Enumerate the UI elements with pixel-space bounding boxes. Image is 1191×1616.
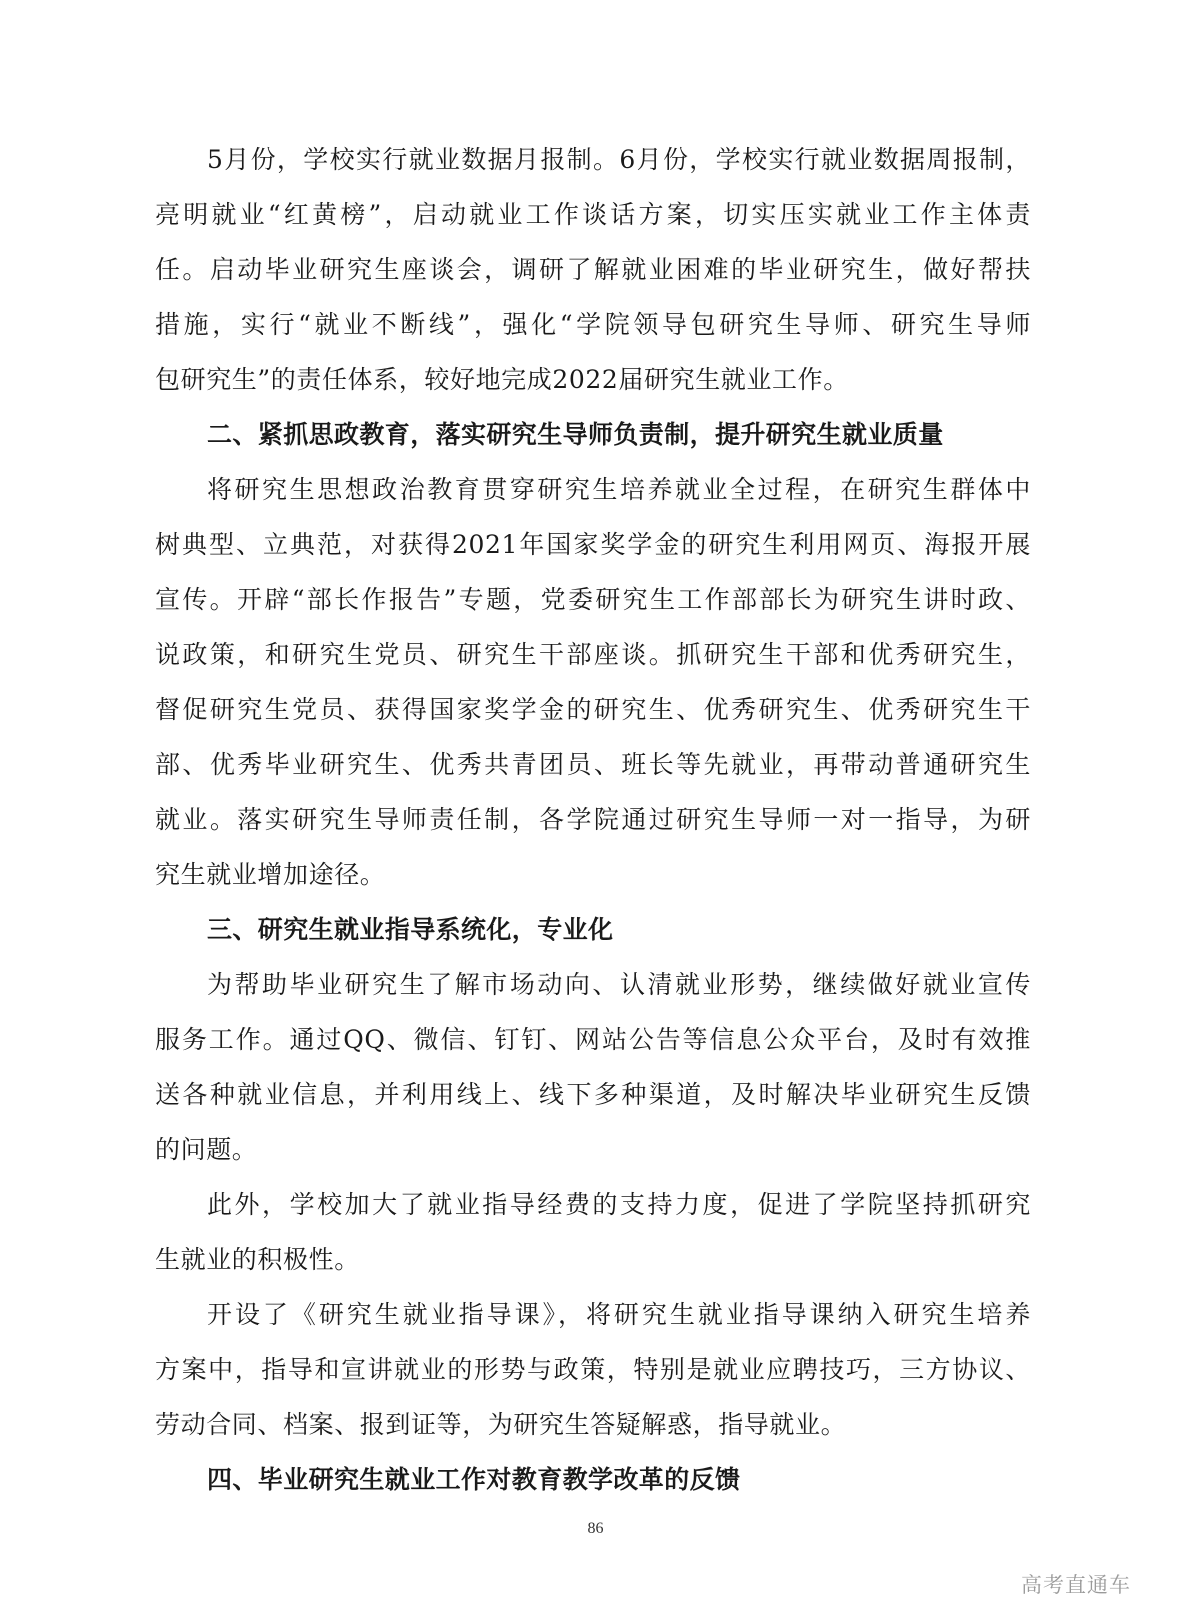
text-line: 说政策，和研究生党员、研究生干部座谈。抓研究生干部和优秀研究生， xyxy=(155,640,1031,669)
text-line: 劳动合同、档案、报到证等，为研究生答疑解惑，指导就业。 xyxy=(155,1410,847,1439)
text-line: 亮明就业“红黄榜”，启动就业工作谈话方案，切实压实就业工作主体责 xyxy=(155,200,1031,229)
text-line: 此外，学校加大了就业指导经费的支持力度，促进了学院坚持抓研究 xyxy=(207,1190,1031,1219)
text-line: 宣传。开辟“部长作报告”专题，党委研究生工作部部长为研究生讲时政、 xyxy=(155,585,1031,614)
text-line: 措施，实行“就业不断线”，强化“学院领导包研究生导师、研究生导师 xyxy=(155,310,1031,339)
text-line: 将研究生思想政治教育贯穿研究生培养就业全过程，在研究生群体中 xyxy=(207,475,1031,504)
text-line: 督促研究生党员、获得国家奖学金的研究生、优秀研究生、优秀研究生干 xyxy=(155,695,1031,724)
text-line: 究生就业增加途径。 xyxy=(155,860,386,889)
text-line: 任。启动毕业研究生座谈会，调研了解就业困难的毕业研究生，做好帮扶 xyxy=(155,255,1031,284)
text-line: 服务工作。通过QQ、微信、钉钉、网站公告等信息公众平台，及时有效推 xyxy=(155,1025,1031,1054)
watermark: 高考直通车 xyxy=(1021,1573,1131,1597)
text-line: 为帮助毕业研究生了解市场动向、认清就业形势，继续做好就业宣传 xyxy=(207,970,1031,999)
document-body xyxy=(155,132,1031,1507)
section-heading-4: 四、毕业研究生就业工作对教育教学改革的反馈 xyxy=(207,1465,741,1494)
text-line: 树典型、立典范，对获得2021年国家奖学金的研究生利用网页、海报开展 xyxy=(155,530,1031,559)
text-line: 包研究生”的责任体系，较好地完成2022届研究生就业工作。 xyxy=(155,365,849,394)
text-line: 开设了《研究生就业指导课》，将研究生就业指导课纳入研究生培养 xyxy=(207,1300,1031,1329)
text-line: 5月份，学校实行就业数据月报制。6月份，学校实行就业数据周报制， xyxy=(207,145,1031,174)
text-line: 就业。落实研究生导师责任制，各学院通过研究生导师一对一指导，为研 xyxy=(155,805,1031,834)
text-line: 生就业的积极性。 xyxy=(155,1245,360,1274)
text-line: 送各种就业信息，并利用线上、线下多种渠道，及时解决毕业研究生反馈 xyxy=(155,1080,1031,1109)
page-number: 86 xyxy=(587,1520,604,1537)
section-heading-2: 二、紧抓思政教育，落实研究生导师负责制，提升研究生就业质量 xyxy=(207,420,944,449)
section-heading-3: 三、研究生就业指导系统化，专业化 xyxy=(207,915,614,944)
text-line: 方案中，指导和宣讲就业的形势与政策，特别是就业应聘技巧，三方协议、 xyxy=(155,1355,1031,1384)
text-line: 部、优秀毕业研究生、优秀共青团员、班长等先就业，再带动普通研究生 xyxy=(155,750,1031,779)
text-line: 的问题。 xyxy=(155,1135,258,1164)
